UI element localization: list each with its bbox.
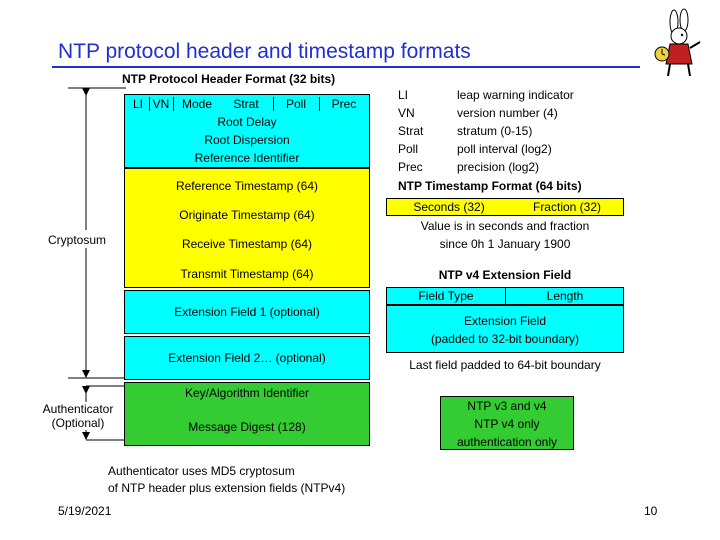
ntp-header-block <box>124 94 370 168</box>
root-delay-field: Root Delay <box>217 115 277 129</box>
authenticator-footnote <box>108 463 345 497</box>
cryptosum-label: Cryptosum <box>48 233 107 247</box>
cryptosum-bracket <box>60 84 130 444</box>
receive-timestamp-field: Receive Timestamp (64) <box>181 237 313 251</box>
reference-identifier-field: Reference Identifier <box>194 151 300 165</box>
auth-versions-line2: NTP v4 only <box>474 417 540 431</box>
field-poll: Poll <box>285 97 306 111</box>
seconds-field: Seconds (32) <box>413 200 485 214</box>
title-underline <box>52 66 640 68</box>
legend-desc: poll interval (log2) <box>457 142 552 156</box>
legend-desc: precision (log2) <box>457 160 540 174</box>
auth-versions-box <box>440 396 574 450</box>
extension-body-line2: (padded to 32-bit boundary) <box>430 332 580 346</box>
field-vn: VN <box>152 97 170 111</box>
legend-desc: leap warning indicator <box>457 88 574 102</box>
field-prec: Prec <box>331 97 357 111</box>
field-divider <box>273 97 274 111</box>
field-strat: Strat <box>233 97 259 111</box>
legend-desc: stratum (0-15) <box>457 124 533 138</box>
message-digest-field: Message Digest (128) <box>188 420 306 434</box>
legend-abbr: VN <box>398 106 415 120</box>
originate-timestamp-field: Originate Timestamp (64) <box>179 208 315 222</box>
footnote-line1: Authenticator uses MD5 cryptosum <box>108 464 295 478</box>
key-identifier-field: Key/Algorithm Identifier <box>184 386 310 400</box>
authenticator-label <box>32 402 124 430</box>
field-divider <box>173 97 174 111</box>
timestamp-format-box <box>386 198 624 216</box>
root-dispersion-field: Root Dispersion <box>204 133 290 147</box>
footnote-line2: of NTP header plus extension fields (NTPv4) <box>108 481 346 495</box>
transmit-timestamp-field: Transmit Timestamp (64) <box>180 267 314 281</box>
timestamp-note-line1: Value is in seconds and fraction <box>420 219 590 233</box>
legend-descriptions <box>457 86 574 176</box>
legend-abbr: Strat <box>398 124 424 138</box>
slide-title: NTP protocol header and timestamp formats <box>58 40 471 63</box>
extension-body-line1: Extension Field <box>463 314 547 328</box>
extension-field-2: Extension Field 2… (optional) <box>124 336 370 380</box>
reference-timestamp-field: Reference Timestamp (64) <box>175 179 319 193</box>
field-type-field: Field Type <box>418 289 474 303</box>
timestamp-format-caption: NTP Timestamp Format (64 bits) <box>398 179 582 193</box>
auth-versions-line3: authentication only <box>456 435 558 449</box>
extension-header-box <box>386 287 624 305</box>
extension-format-caption: NTP v4 Extension Field <box>438 268 572 282</box>
authenticator-label-line1: Authenticator <box>42 402 114 416</box>
slide-date: 5/19/2021 <box>58 504 112 518</box>
authenticator-block <box>124 382 370 446</box>
white-rabbit-icon <box>644 8 708 78</box>
field-divider <box>319 97 320 111</box>
field-li: LI <box>132 97 143 111</box>
header-fields-row <box>125 95 369 113</box>
timestamp-note <box>386 217 624 253</box>
legend-abbreviations <box>398 86 423 176</box>
extension-field-1: Extension Field 1 (optional) <box>124 290 370 334</box>
header-format-caption: NTP Protocol Header Format (32 bits) <box>122 72 336 86</box>
extension-body-box <box>386 305 624 353</box>
legend-desc: version number (4) <box>457 106 558 120</box>
legend-abbr: Poll <box>398 142 419 156</box>
length-field: Length <box>546 289 584 303</box>
field-mode: Mode <box>181 97 213 111</box>
timestamp-note-line2: since 0h 1 January 1900 <box>439 237 571 251</box>
extension-body-text <box>387 306 623 348</box>
slide-page-number: 10 <box>644 504 658 518</box>
legend-abbr: LI <box>398 88 409 102</box>
extension-padding-note: Last field padded to 64-bit boundary <box>409 358 601 372</box>
auth-versions-line1: NTP v3 and v4 <box>467 399 547 413</box>
legend-abbr: Prec <box>398 160 423 174</box>
field-divider <box>505 288 506 304</box>
timestamps-block <box>124 168 370 288</box>
authenticator-label-line2: (Optional) <box>51 416 105 430</box>
fraction-field: Fraction (32) <box>532 200 602 214</box>
